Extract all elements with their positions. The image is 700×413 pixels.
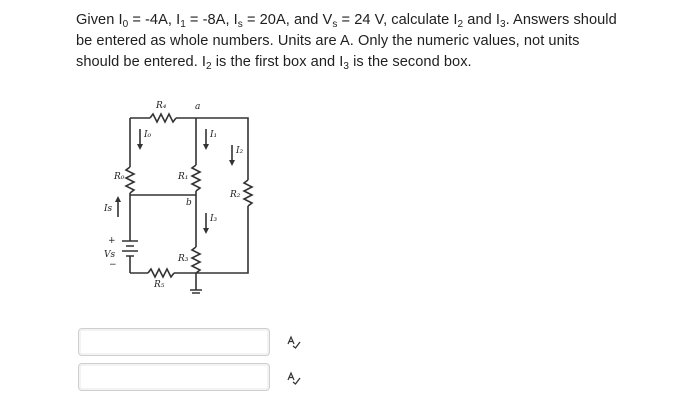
answer-input-I2[interactable]	[79, 329, 269, 355]
spell-check-icon[interactable]	[287, 335, 301, 349]
question-line-2: be entered as whole numbers. Units are A. Only the numeric values, not units	[76, 33, 580, 49]
label-Is: Is	[104, 204, 113, 214]
label-b: b	[186, 198, 192, 208]
answer-box-I2[interactable]	[78, 328, 270, 356]
resistor-R4	[150, 114, 176, 122]
source-Vs	[122, 241, 138, 256]
answer-box-I3[interactable]	[78, 363, 270, 391]
label-Vs: Vs	[104, 250, 116, 260]
resistor-R5	[148, 269, 174, 277]
label-R4: R₄	[156, 101, 167, 111]
resistor-R0	[126, 167, 134, 193]
label-a: a	[195, 102, 201, 112]
resistor-R1	[192, 165, 200, 191]
label-R2: R₂	[230, 190, 241, 200]
question-line-1: Given $I_0 = -4A$, $I_1 = -8A$, $I_s = 20A$, and $V_s = 24$ V, calculate $I_2$ and $I_3$. Answers should	[76, 12, 617, 30]
label-I1: I₁	[210, 130, 218, 140]
arrowhead-I0	[137, 144, 143, 150]
label-R3: R₃	[178, 254, 189, 264]
label-I3: I₃	[210, 214, 218, 224]
circuit-diagram	[100, 95, 270, 295]
arrowhead-Is	[115, 196, 121, 202]
resistor-R2	[244, 180, 252, 206]
label-I2: I₂	[236, 146, 244, 156]
question-line-3: should be entered. $I_2$ is the first box and $I_3$ is the second box.	[76, 54, 472, 72]
label-R0: R₀	[114, 172, 125, 182]
arrowhead-I2	[229, 160, 235, 166]
wire-right-bottom	[196, 206, 248, 273]
label-I0: I₀	[144, 130, 152, 140]
label-minus: −	[109, 260, 117, 270]
spell-check-icon[interactable]	[287, 371, 301, 385]
arrowhead-I3	[203, 228, 209, 234]
ground-symbol	[190, 290, 202, 295]
label-plus: +	[108, 236, 116, 246]
question-text	[76, 10, 686, 73]
arrowhead-I1	[203, 144, 209, 150]
resistor-R3	[192, 247, 200, 273]
label-R1: R₁	[178, 172, 189, 182]
answer-input-I3[interactable]	[79, 364, 269, 390]
label-R5: R₅	[154, 280, 165, 290]
